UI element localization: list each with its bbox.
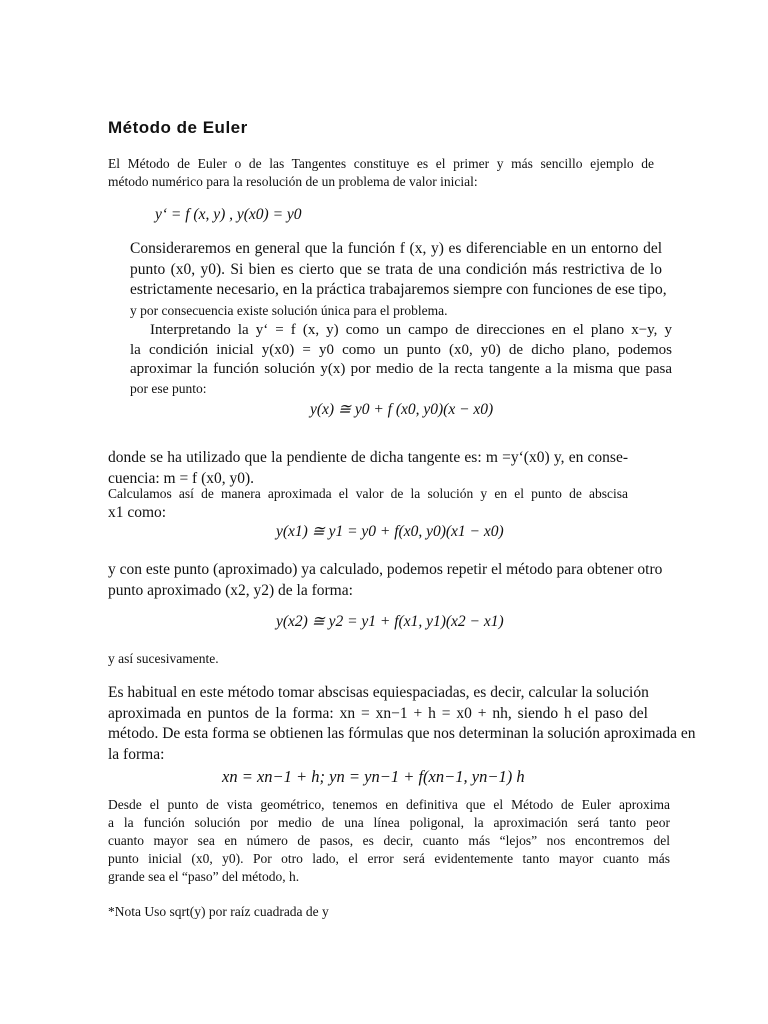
text-line: método numérico para la resolución de un problema de valor inicial: [108,174,478,189]
text-line: cuanto mayor sea en número de pasos, es decir, cuanto más “lejos” nos encontremos del [108,833,670,848]
text-line: Es habitual en este método tomar abscisas equiespaciadas, es decir, calcular la solución [108,684,649,701]
text-line: x1 como: [108,504,167,521]
paragraph-equispaced [108,683,696,765]
equation-euler-recurrence: xn = xn−1 + h; yn = yn−1 + f(xn−1, yn−1) h [222,767,525,786]
text-line: la condición inicial y(x0) = y0 como un punto (x0, y0) de dicho plano, podemos [130,341,672,358]
paragraph-differentiability [130,239,667,321]
equation-second-step: y(x2) ≅ y2 = y1 + f(x1, y1)(x2 − x1) [276,613,504,630]
text-line: punto inicial (x0, y0). Por otro lado, el error será evidentemente tanto mayor cuanto más [108,851,670,866]
intro-paragraph [108,155,654,191]
text-line: a la función solución por medio de una línea poligonal, la aproximación será tanto peor [108,815,670,830]
paragraph-repeat [108,560,662,601]
text-line: aproximar la función solución y(x) por medio de la recta tangente a la misma que pasa [130,361,672,377]
paragraph-slope [108,448,628,489]
text-line: punto (x0, y0). Si bien es cierto que se trata de una condición más restrictiva de lo [130,260,662,278]
text-line: método. De esta forma se obtienen las fórmulas que nos determinan la solución aproximada en [108,725,696,742]
paragraph-first-step [108,485,628,524]
text-line: y por consecuencia existe solución única para el problema. [130,302,448,318]
text-line: punto aproximado (x2, y2) de la forma: [108,581,353,599]
text-line: cuencia: m = f (x0, y0). [108,469,255,487]
equation-initial-value-problem: y‘ = f (x, y) , y(x0) = y0 [155,206,302,223]
text-line: Desde el punto de vista geométrico, tenemos en definitiva que el Método de Euler aproxima [108,797,670,812]
footnote: *Nota Uso sqrt(y) por raíz cuadrada de y [108,904,329,919]
text-line: donde se ha utilizado que la pendiente de dicha tangente es: m =y‘(x0) y, en conse- [108,449,628,466]
text-line: y con este punto (aproximado) ya calculado, podemos repetir el método para obtener otro [108,561,663,578]
equation-first-step: y(x1) ≅ y1 = y0 + f(x0, y0)(x1 − x0) [276,523,504,540]
page-title: Método de Euler [108,118,248,137]
equation-tangent-line: y(x) ≅ y0 + f (x0, y0)(x − x0) [310,401,494,418]
paragraph-successively: y así sucesivamente. [108,651,219,666]
text-line: Calculamos así de manera aproximada el valor de la solución y en el punto de abscisa [108,486,628,501]
text-line: por ese punto: [130,380,207,396]
paragraph-geometric [108,796,670,886]
text-line: El Método de Euler o de las Tangentes constituye es el primer y más sencillo ejemplo de [108,156,654,171]
text-line: Consideraremos en general que la función f (x, y) es diferenciable en un entorno del [130,240,662,257]
text-line: Interpretando la y‘ = f (x, y) como un campo de direcciones en el plano x−y, y [150,322,672,338]
paragraph-direction-field [130,321,672,398]
text-line: estrictamente necesario, en la práctica trabajaremos siempre con funciones de ese tipo, [130,281,667,298]
text-line: la forma: [108,745,165,763]
text-line: grande sea el “paso” del método, h. [108,869,300,884]
text-line: aproximada en puntos de la forma: xn = xn−1 + h = x0 + nh, siendo h el paso del [108,704,648,722]
